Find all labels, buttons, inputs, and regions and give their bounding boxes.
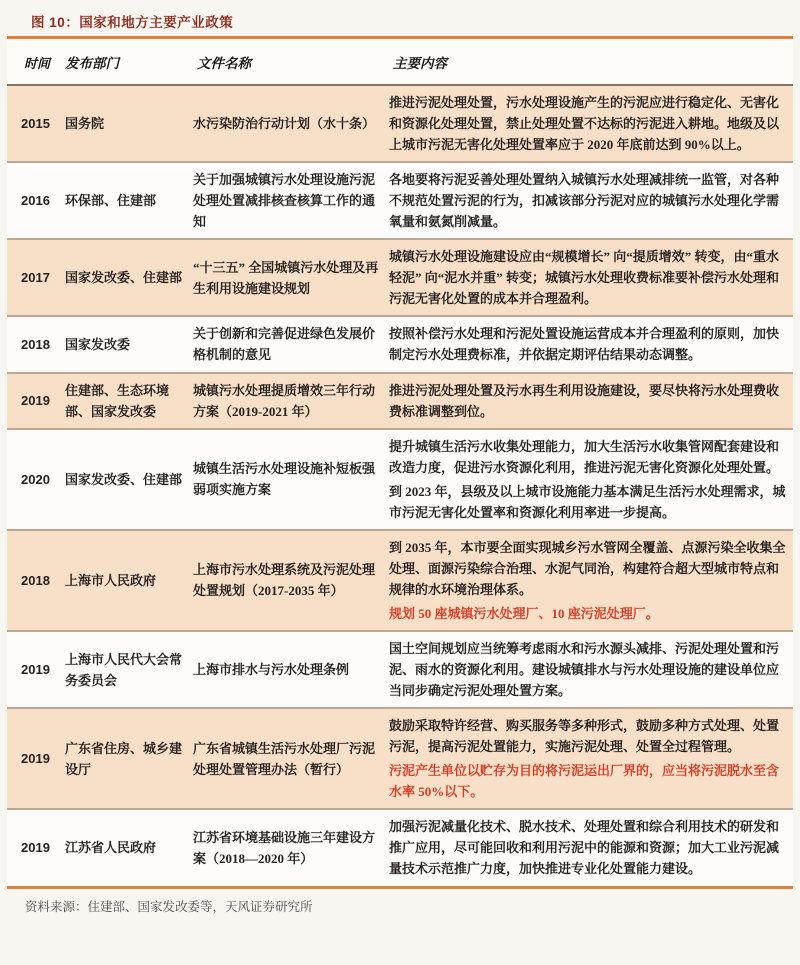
cell-department: 上海市人民代大会常务委员会 bbox=[65, 651, 183, 688]
column-header-content: 主要内容 bbox=[393, 56, 447, 71]
table-header-row bbox=[7, 41, 793, 86]
column-header-time: 时间 bbox=[24, 55, 51, 71]
table-row bbox=[7, 374, 793, 430]
content-paragraph: 提升城镇生活污水收集处理能力，加大生活污水收集管网配套建设和改造力度，促进污水资源化利用，推进污泥无害化资源化处理处置。 bbox=[389, 438, 780, 475]
content-paragraph: 国土空间规划应当统筹考虑雨水和污水源头减排、污泥处理处置和污泥、雨水的资源化利用。建设城镇排水与污水处理设施的建设单位应当同步确定污泥处理处置方案。 bbox=[389, 640, 780, 699]
cell-year: 2020 bbox=[21, 471, 50, 487]
content-paragraph: 按照补偿污水处理和污泥处置设施运营成本并合理盈利的原则，加快制定污水处理费标准，并依据定期评估结果动态调整。 bbox=[389, 326, 780, 363]
cell-document: 关于加强城镇污水处理设施污泥处理处置减排核查核算工作的通知 bbox=[193, 172, 376, 230]
cell-department: 国家发改委、住建部 bbox=[65, 270, 183, 286]
cell-content bbox=[389, 709, 793, 808]
cell-department: 国家发改委 bbox=[65, 336, 131, 352]
table-row bbox=[7, 317, 793, 373]
table-row bbox=[7, 86, 793, 163]
table-row bbox=[7, 531, 793, 632]
cell-document: 城镇污水处理提质增效三年行动方案（2019-2021 年） bbox=[193, 382, 376, 419]
cell-document: 江苏省环境基础设施三年建设方案（2018—2020 年） bbox=[193, 829, 376, 866]
cell-year: 2019 bbox=[21, 751, 50, 767]
cell-document: 广东省城镇生活污水处理厂污泥处理处置管理办法（暂行） bbox=[193, 740, 376, 777]
cell-department: 上海市人民政府 bbox=[65, 572, 157, 588]
table-row bbox=[7, 810, 793, 885]
table-body bbox=[7, 86, 793, 885]
cell-content bbox=[389, 430, 793, 529]
cell-department: 国家发改委、住建部 bbox=[65, 471, 183, 487]
cell-year: 2015 bbox=[21, 116, 50, 132]
cell-year: 2017 bbox=[21, 270, 50, 286]
figure-title: 图 10：国家和地方主要产业政策 bbox=[31, 15, 234, 30]
cell-year: 2019 bbox=[21, 840, 50, 856]
cell-content bbox=[389, 810, 793, 885]
table-row bbox=[7, 430, 793, 531]
cell-document: 上海市污水处理系统及污泥处理处置规划（2017-2035 年） bbox=[193, 562, 376, 599]
cell-department: 国务院 bbox=[65, 116, 105, 132]
cell-year: 2018 bbox=[21, 572, 50, 588]
cell-document: 城镇生活污水处理设施补短板强弱项实施方案 bbox=[193, 461, 376, 498]
cell-content bbox=[389, 163, 793, 238]
cell-document: “十三五” 全国城镇污水处理及再生利用设施建设规划 bbox=[193, 259, 379, 296]
column-header-document: 文件名称 bbox=[197, 56, 251, 71]
cell-document: 水污染防治行动计划（水十条） bbox=[193, 116, 376, 132]
content-paragraph: 鼓励采取特许经营、购买服务等多种形式，鼓励多种方式处理、处置污泥，提高污泥处置能力，实施污泥处理、处置全过程管理。 bbox=[389, 718, 780, 755]
content-paragraph: 加强污泥减量化技术、脱水技术、处理处置和综合利用技术的研发和推广应用，尽可能回收和利用污泥中的能源和资源；加大工业污泥减量技术示范推广力度，加快推进专业化处置能力建设。 bbox=[389, 819, 780, 877]
title-divider bbox=[7, 36, 793, 39]
column-header-department: 发布部门 bbox=[65, 56, 119, 71]
cell-content bbox=[389, 86, 793, 161]
cell-content bbox=[389, 531, 793, 630]
table-row bbox=[7, 163, 793, 240]
content-paragraph-highlight: 污泥产生单位以贮存为目的将污泥运出厂界的，应当将污泥脱水至含水率 50%以下。 bbox=[389, 763, 780, 800]
cell-document: 上海市排水与污水处理条例 bbox=[193, 662, 350, 678]
cell-year: 2018 bbox=[21, 336, 50, 352]
cell-department: 江苏省人民政府 bbox=[65, 840, 157, 856]
source-note: 资料来源：住建部、国家发改委等，天风证券研究所 bbox=[25, 899, 313, 914]
cell-content bbox=[389, 240, 793, 315]
cell-content bbox=[389, 317, 793, 371]
cell-document: 关于创新和完善促进绿色发展价格机制的意见 bbox=[193, 326, 376, 363]
content-paragraph: 到 2035 年，本市要全面实现城乡污水管网全覆盖、点源污染全收集全处理、面源污染综合治理、水泥气同治，构建符合超大型城市特点和规律的水环境治理体系。 bbox=[389, 539, 786, 597]
content-paragraph: 城镇污水处理设施建设应由“规模增长” 向“提质增效” 转变，由“重水轻泥” 向“泥水并重” 转变；城镇污水处理收费标准要补偿污水处理和污泥无害化处置的成本并合理盈利。 bbox=[389, 249, 780, 307]
content-paragraph-highlight: 规划 50 座城镇污水处理厂、10 座污泥处理厂。 bbox=[389, 605, 659, 621]
content-paragraph: 到 2023 年，县级及以上城市设施能力基本满足生活污水处理需求，城市污泥无害化处置率和资源化利用率进一步提高。 bbox=[389, 483, 786, 520]
cell-year: 2019 bbox=[21, 662, 50, 678]
content-paragraph: 推进污泥处理处置及污水再生利用设施建设，要尽快将污水处理费收费标准调整到位。 bbox=[389, 382, 780, 419]
cell-content bbox=[389, 374, 793, 428]
table-row bbox=[7, 709, 793, 810]
table-row bbox=[7, 240, 793, 317]
cell-year: 2019 bbox=[21, 393, 50, 409]
cell-department: 环保部、住建部 bbox=[65, 193, 157, 209]
cell-content bbox=[389, 632, 793, 707]
content-paragraph: 推进污泥处理处置，污水处理设施产生的污泥应进行稳定化、无害化和资源化处理处置，禁止处理处置不达标的污泥进入耕地。地级及以上城市污泥无害化处理处置率应于 2020 年底前达到 90%以上。 bbox=[389, 95, 780, 153]
policy-table bbox=[7, 41, 793, 885]
cell-year: 2016 bbox=[21, 193, 50, 209]
table-row bbox=[7, 632, 793, 709]
cell-department: 住建部、生态环境部、国家发改委 bbox=[65, 382, 170, 419]
content-paragraph: 各地要将污泥妥善处理处置纳入城镇污水处理减排统一监管，对各种不规范处置污泥的行为，扣减该部分污泥对应的城镇污水处理化学需氧量和氨氮削减量。 bbox=[389, 172, 780, 230]
cell-department: 广东省住房、城乡建设厅 bbox=[65, 740, 183, 777]
